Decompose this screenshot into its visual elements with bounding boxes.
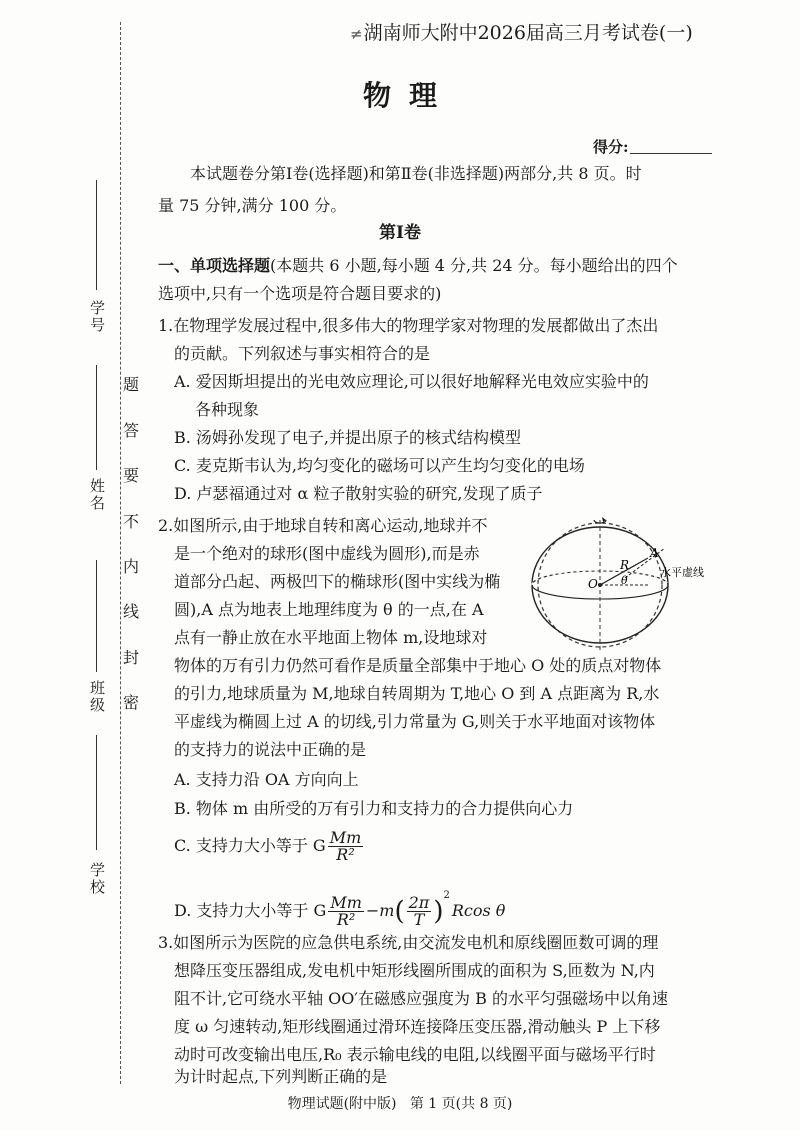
horizontal-dashed-tangent [625,548,665,578]
label-A: A [650,546,659,560]
fraction-numerator: Mm [329,828,362,847]
volume-title: 第Ⅰ卷 [379,223,421,243]
q2-option-d-prefix: D. 支持力大小等于 G [174,901,327,920]
q3-stem: 度 ω 匀速转动,矩形线圈通过滑环连接降压变压器,滑动触头 P 上下移 [174,1017,661,1036]
fraction-denominator: R² [336,910,356,929]
q3-stem: 动时可改变输出电压,R₀ 表示输电线的电阻,以线圈平面与磁场平行时 [174,1045,656,1064]
q2-stem: 物体的万有引力仍然可看作是质量全部集中于地心 O 处的质点对物体 [174,656,662,675]
q3-stem: 3.如图所示为医院的应急供电系统,由交流发电机和原线圈匝数可调的理 [158,933,659,952]
q2-option-c-prefix: C. 支持力大小等于 G [174,836,326,855]
section-desc: 选项中,只有一个选项是符合题目要求的) [158,284,442,303]
q2-stem: 的支持力的说法中正确的是 [174,740,367,759]
seal-char: 线 [123,602,140,621]
school-label: 学校 [88,862,106,896]
q1-option-c: C. 麦克斯韦认为,均匀变化的磁场可以产生均匀变化的电场 [174,456,585,475]
intro-line: 量 75 分钟,满分 100 分。 [158,196,347,215]
q2-stem: 2.如图所示,由于地球自转和离心运动,地球并不 [158,516,488,535]
fraction [328,895,364,928]
class-blank[interactable] [96,560,97,672]
header-text: 湖南师大附中2026届高三月考试卷(一) [363,22,693,44]
q2-stem: 圆),A 点为地表上地理纬度为 θ 的一点,在 A [174,600,484,619]
seal-char: 题 [123,375,140,394]
q2-stem: 点有一静止放在水平地面上物体 m,设地球对 [174,628,488,647]
q2-stem: 的引力,地球质量为 M,地球自转周期为 T,地心 O 到 A 点距离为 R,水 [174,684,660,703]
page-footer: 物理试题(附中版) 第 1 页(共 8 页) [287,1096,513,1112]
q1-stem: 的贡献。下列叙述与事实相符合的是 [174,344,431,363]
school-blank[interactable] [96,735,97,850]
score-label: 得分: [593,138,629,156]
center-point [598,583,602,587]
section-heading [158,250,678,281]
seal-char: 不 [123,512,140,531]
fraction-numerator: 2π [408,893,430,912]
q3-stem: 想降压变压器组成,发电机中矩形线圈所围成的面积为 S,匝数为 N,内 [174,961,655,980]
seal-char: 答 [123,421,140,440]
seal-char: 密 [123,693,140,712]
label-theta: θ [621,574,628,587]
q1-option-b: B. 汤姆孙发现了电子,并提出原子的核式结构模型 [174,428,522,447]
seal-char: 要 [123,466,140,485]
section-heading-desc: (本题共 6 小题,每小题 4 分,共 24 分。每小题给出的四个 [270,256,678,275]
label-horizontal-line: 水平虚线 [660,566,704,579]
intro-line: 本试题卷分第Ⅰ卷(选择题)和第Ⅱ卷(非选择题)两部分,共 8 页。时 [190,164,642,183]
fraction-denominator: R² [336,845,355,864]
class-label: 班级 [88,680,106,714]
score-blank[interactable] [630,153,712,154]
earth-ellipsoid-figure [530,510,725,660]
q2-stem: 道部分凸起、两极凹下的椭球形(图中实线为椭 [174,572,501,591]
fraction-denominator: T [413,910,425,929]
q2-stem: 平虚线为椭圆上过 A 的切线,引力常量为 G,则关于水平地面对该物体 [174,712,656,731]
student-id-label: 学号 [88,300,106,334]
q1-option-a: A. 爱因斯坦提出的光电效应理论,可以很好地解释光电效应实验中的 [174,372,649,391]
q1-stem: 1.在物理学发展过程中,很多伟大的物理学家对物理的发展都做出了杰出 [158,316,659,335]
q3-stem: 阻不计,它可绕水平轴 OO′在磁感应强度为 B 的水平匀强磁场中以角速 [174,989,668,1008]
binding-dashed-line [120,22,121,1084]
section-heading-title: 一、单项选择题 [158,256,271,275]
q1-option-d: D. 卢瑟福通过对 α 粒子散射实验的研究,发现了质子 [174,484,543,503]
q2-option-a: A. 支持力沿 OA 方向向上 [174,770,359,789]
seal-char: 内 [123,557,140,576]
fraction [407,895,432,928]
q2-option-d: D. 支持力大小等于 G $\frac{Mm}{\text{R²}}$ −m( $\frac{2\pi}{T}$ )$^2$Rcos θ [174,890,506,929]
exam-header [350,18,693,45]
q1-option-a-cont: 各种现象 [195,400,260,419]
header-mark: ≠ [350,25,363,43]
fraction-numerator: Mm [330,893,362,912]
page-title: 物理 [362,79,455,112]
q2-option-b: B. 物体 m 由所受的万有引力和支持力的合力提供向心力 [174,799,574,818]
label-O: O [588,577,598,591]
q2-option-c [174,826,365,866]
q2-option-d-tail: Rcos θ [451,901,506,920]
q3-stem: 为计时起点,下列判断正确的是 [174,1067,388,1086]
minus-m: −m [365,901,395,920]
seal-char: 封 [123,648,140,667]
q2-stem: 是一个绝对的球形(图中虚线为圆形),而是赤 [174,544,480,563]
label-R: R [620,558,630,572]
name-label: 姓名 [88,478,106,512]
name-blank[interactable] [96,365,97,470]
exponent: 2 [443,890,450,901]
fraction [328,830,364,863]
